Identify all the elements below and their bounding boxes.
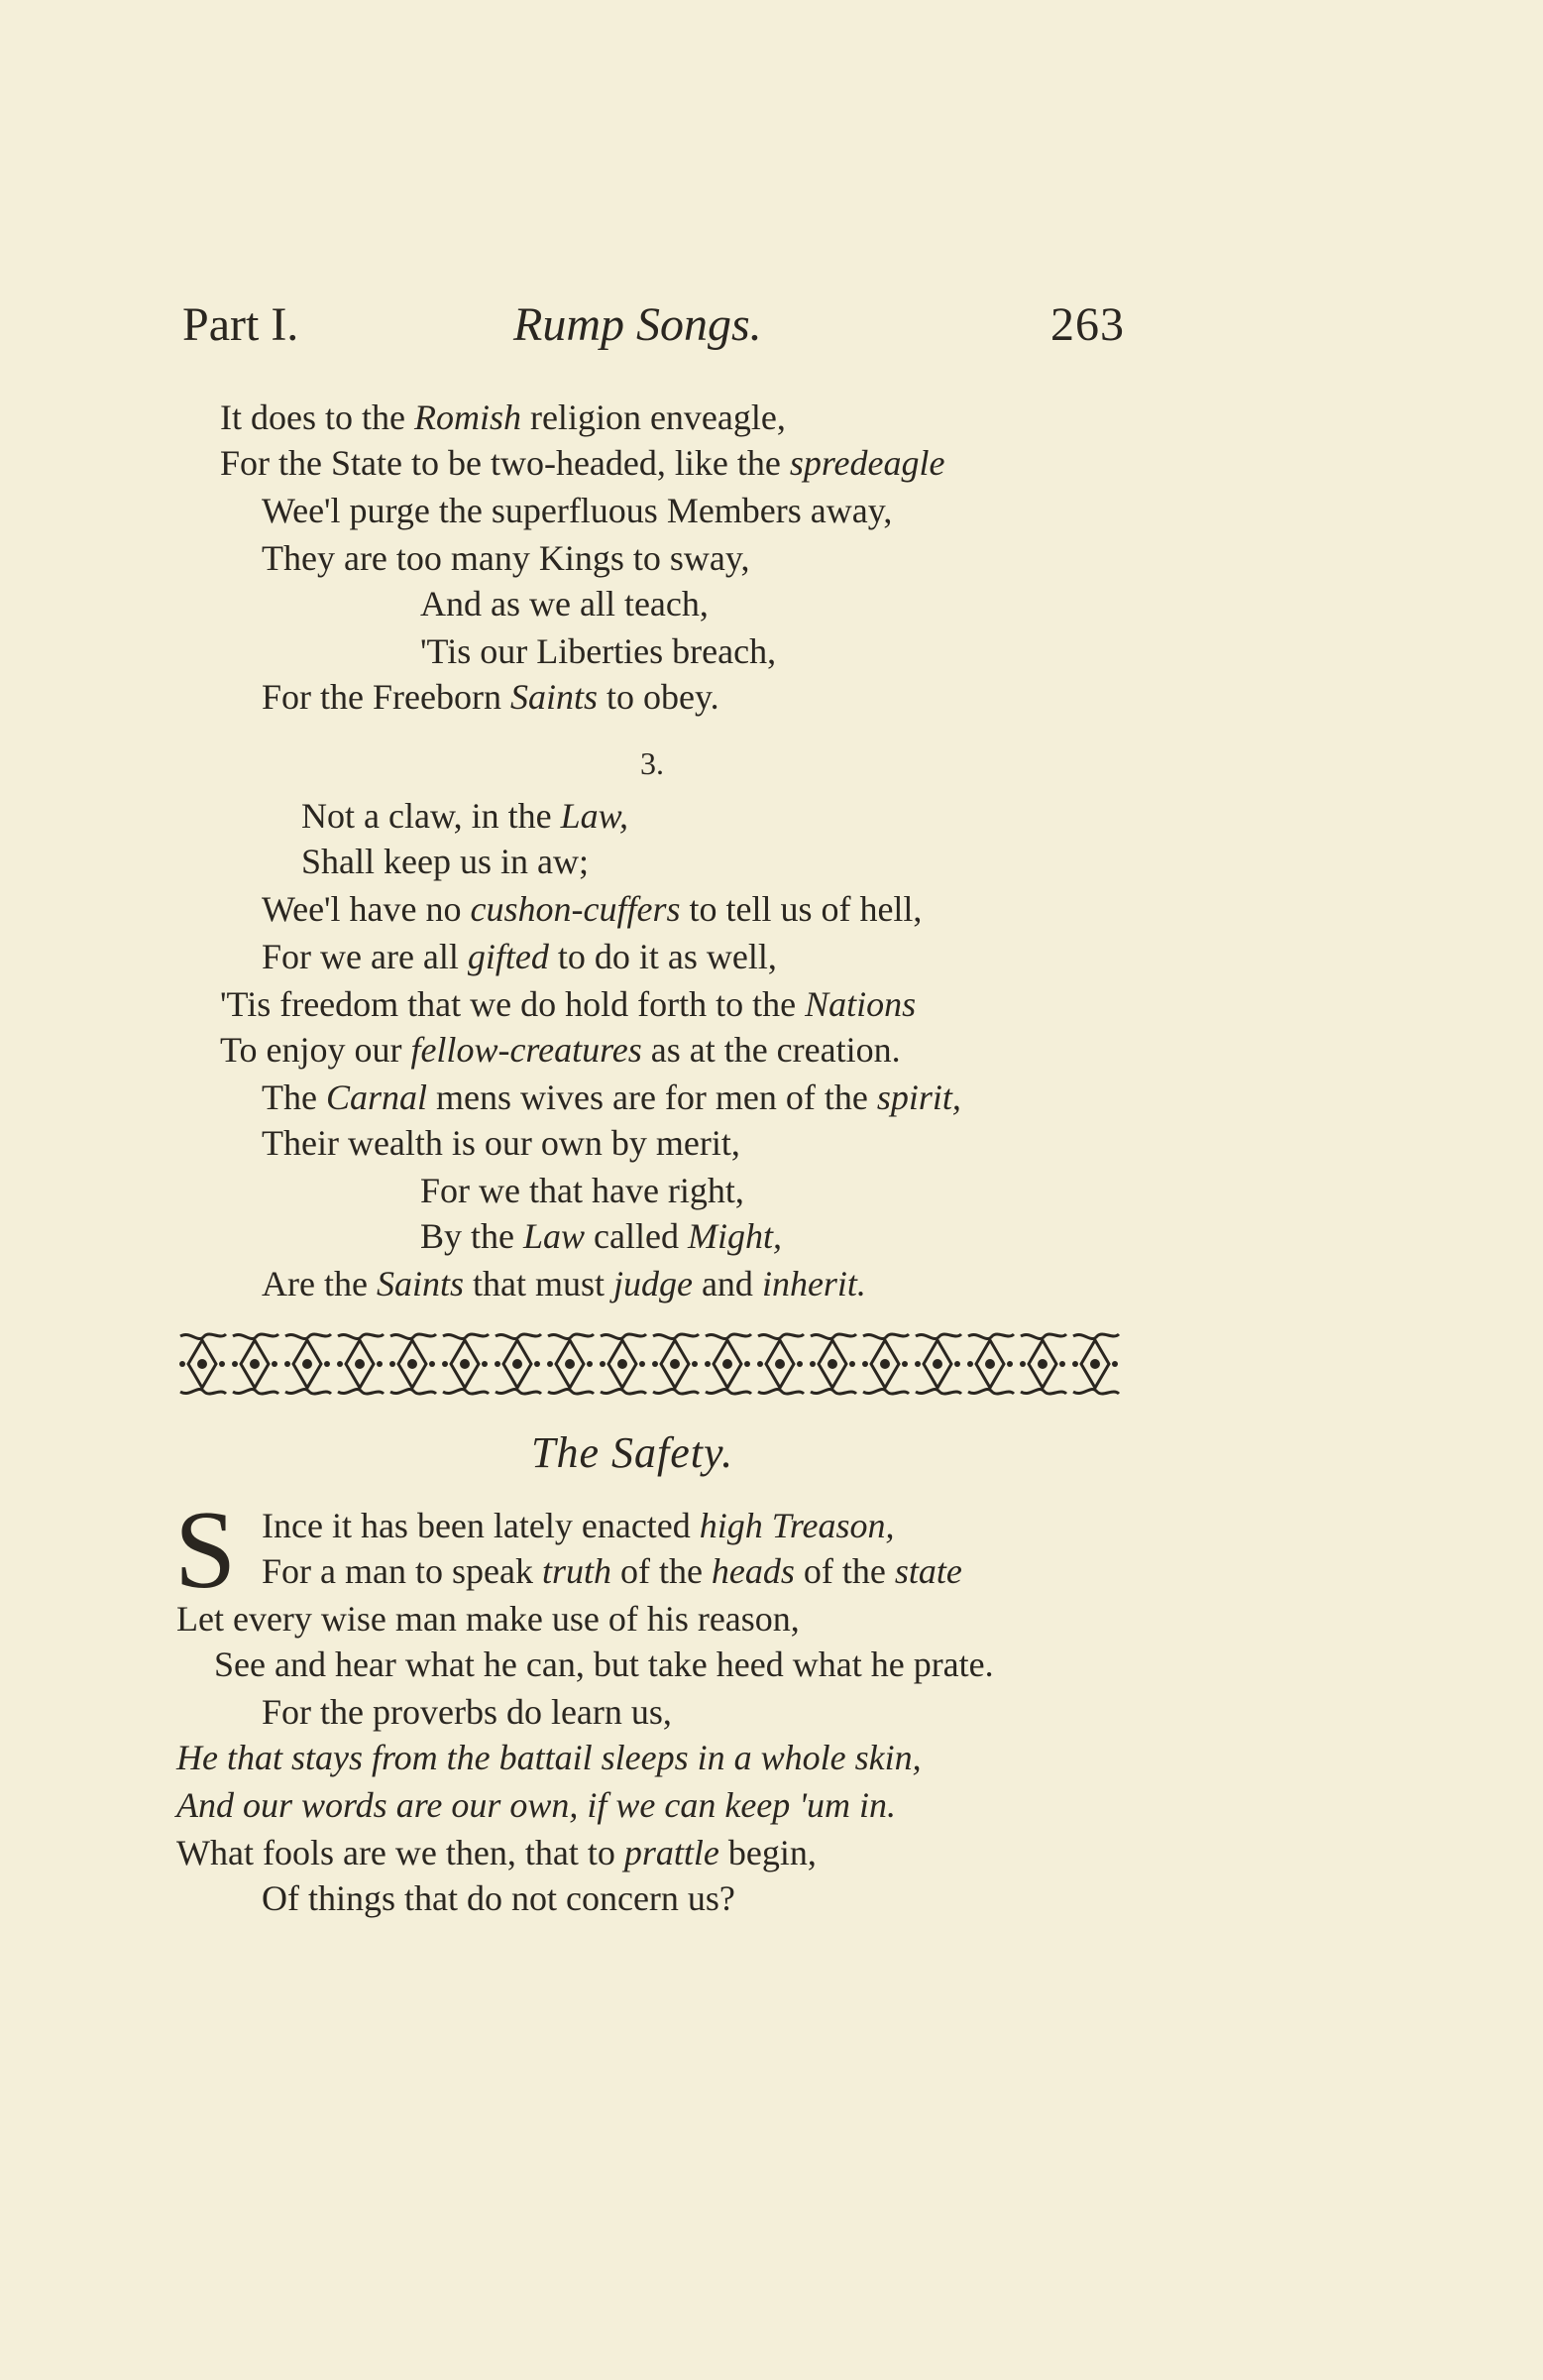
verse-line bbox=[220, 440, 944, 486]
verse-italic: Romish bbox=[413, 397, 521, 437]
verse-line bbox=[262, 934, 777, 979]
section-title: The Safety. bbox=[531, 1428, 734, 1477]
verse-text: Are the bbox=[262, 1264, 377, 1303]
verse-italic: judge bbox=[612, 1264, 693, 1303]
verse-line bbox=[301, 839, 589, 884]
verse-text: mens wives are for men of the bbox=[427, 1077, 877, 1117]
verse-text: Of things that do not concern us? bbox=[262, 1878, 735, 1918]
verse-text: Not a claw, in the bbox=[301, 796, 561, 836]
verse-italic: inherit. bbox=[761, 1264, 866, 1303]
verse-italic: Carnal bbox=[325, 1077, 427, 1117]
verse-italic: spirit, bbox=[876, 1077, 961, 1117]
verse-text: begin, bbox=[718, 1833, 817, 1872]
verse-text: that must bbox=[463, 1264, 613, 1303]
verse-line bbox=[176, 1596, 800, 1642]
ornamental-divider bbox=[176, 1330, 1124, 1398]
verse-text: For the State to be two-headed, like the bbox=[220, 443, 790, 483]
verse-text: Wee'l purge the superfluous Members away, bbox=[262, 491, 893, 530]
verse-text: For the Freeborn bbox=[262, 677, 510, 717]
verse-italic: Saints bbox=[376, 1264, 464, 1303]
verse-line bbox=[220, 981, 916, 1027]
verse-italic: Nations bbox=[805, 984, 917, 1024]
verse-line bbox=[176, 1735, 922, 1780]
verse-line bbox=[262, 1689, 672, 1735]
verse-text: Ince it has been lately enacted bbox=[262, 1506, 700, 1545]
verse-italic: Might, bbox=[688, 1216, 782, 1256]
verse-line bbox=[420, 1213, 782, 1259]
verse-italic: high Treason, bbox=[699, 1506, 895, 1545]
verse-text: and bbox=[692, 1264, 762, 1303]
verse-text: of the bbox=[794, 1551, 895, 1591]
verse-text: See and hear what he can, but take heed what he prate. bbox=[214, 1644, 994, 1684]
header-part: Part I. bbox=[182, 298, 299, 351]
header-title: Rump Songs. bbox=[513, 298, 762, 351]
verse-text: 'Tis our Liberties breach, bbox=[420, 631, 777, 671]
verse-italic: heads bbox=[711, 1551, 795, 1591]
verse-text: Let every wise man make use of his reason, bbox=[176, 1599, 800, 1639]
verse-line bbox=[220, 1027, 901, 1073]
verse-text: For the proverbs do learn us, bbox=[262, 1692, 672, 1732]
verse-italic: And our words are our own, if we can keep 'um in. bbox=[176, 1785, 896, 1825]
verse-italic: cushon-cuffers bbox=[470, 889, 681, 929]
verse-italic: fellow-creatures bbox=[410, 1030, 642, 1070]
verse-line bbox=[262, 886, 922, 932]
drop-cap: S bbox=[174, 1489, 237, 1612]
verse-text: For a man to speak bbox=[262, 1551, 542, 1591]
verse-text: religion enveagle, bbox=[520, 397, 786, 437]
verse-text: called bbox=[585, 1216, 688, 1256]
page-number: 263 bbox=[1050, 298, 1125, 351]
verse-italic: Saints bbox=[509, 677, 598, 717]
verse-text: 'Tis freedom that we do hold forth to the bbox=[220, 984, 806, 1024]
running-header bbox=[0, 297, 1543, 367]
verse-italic: state bbox=[894, 1551, 962, 1591]
verse-text: to obey. bbox=[597, 677, 719, 717]
verse-text: For we that have right, bbox=[420, 1171, 744, 1210]
verse-text: Wee'l have no bbox=[262, 889, 471, 929]
verse-italic: Law bbox=[523, 1216, 586, 1256]
verse-italic: truth bbox=[541, 1551, 611, 1591]
verse-text: And as we all teach, bbox=[420, 584, 709, 623]
verse-line bbox=[262, 1548, 962, 1594]
verse-text: Shall keep us in aw; bbox=[301, 842, 589, 881]
verse-italic: gifted bbox=[467, 937, 549, 976]
verse-italic: spredeagle bbox=[789, 443, 945, 483]
verse-text: For we are all bbox=[262, 937, 468, 976]
verse-text: What fools are we then, that to bbox=[176, 1833, 624, 1872]
verse-text: It does to the bbox=[220, 397, 414, 437]
verse-italic: prattle bbox=[623, 1833, 719, 1872]
verse-text: The bbox=[262, 1077, 326, 1117]
verse-text: To enjoy our bbox=[220, 1030, 411, 1070]
verse-line bbox=[262, 535, 750, 581]
verse-line bbox=[262, 1261, 866, 1306]
verse-line bbox=[262, 674, 719, 720]
verse-line bbox=[262, 488, 892, 533]
verse-line bbox=[176, 1830, 817, 1875]
verse-line bbox=[220, 395, 786, 440]
verse-line bbox=[262, 1503, 894, 1548]
verse-text: They are too many Kings to sway, bbox=[262, 538, 750, 578]
verse-line bbox=[262, 1120, 740, 1166]
verse-italic: He that stays from the battail sleeps in a whole skin, bbox=[176, 1738, 922, 1777]
verse-line bbox=[262, 1075, 961, 1120]
verse-line bbox=[176, 1782, 896, 1828]
verse-line bbox=[301, 793, 628, 839]
verse-line bbox=[262, 1875, 735, 1921]
verse-line bbox=[420, 581, 709, 626]
verse-text: By the bbox=[420, 1216, 523, 1256]
verse-text: as at the creation. bbox=[641, 1030, 901, 1070]
verse-italic: Law, bbox=[560, 796, 628, 836]
verse-text: to do it as well, bbox=[548, 937, 777, 976]
verse-text: to tell us of hell, bbox=[680, 889, 923, 929]
stanza-number: 3. bbox=[640, 745, 664, 781]
verse-line bbox=[420, 628, 776, 674]
verse-text: Their wealth is our own by merit, bbox=[262, 1123, 740, 1163]
verse-line bbox=[420, 1168, 744, 1213]
verse-text: of the bbox=[610, 1551, 712, 1591]
verse-line bbox=[214, 1642, 994, 1687]
